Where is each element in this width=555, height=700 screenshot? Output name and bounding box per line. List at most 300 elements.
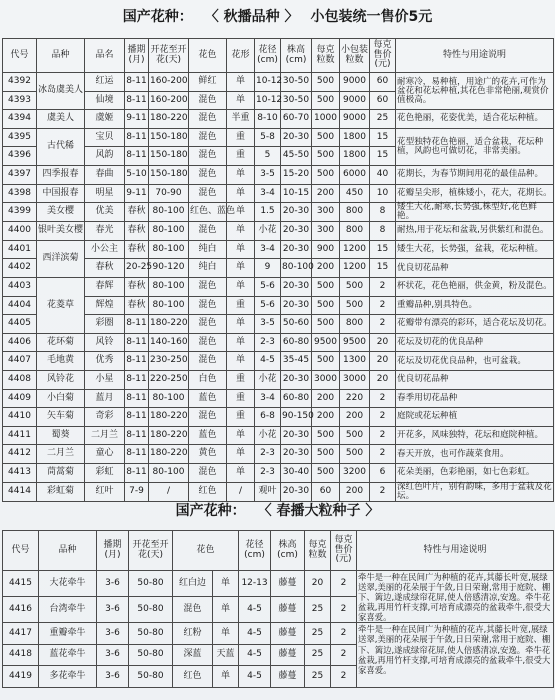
cell-code: 4407: [3, 352, 37, 371]
table-row: [3, 296, 554, 315]
autumn-section-title: [0, 6, 555, 26]
table-cell: 20-30: [281, 370, 312, 389]
cell-variety: 中国报春: [37, 184, 85, 203]
table-cell: 2: [370, 408, 396, 427]
cell-code: 4401: [3, 240, 37, 259]
table-cell: 180-220: [149, 110, 189, 129]
table-cell: 45-50: [281, 147, 312, 166]
table-cell: 20: [370, 370, 396, 389]
table-cell: 8-11: [125, 463, 149, 482]
cell-code: 4392: [3, 73, 37, 92]
cell-variety: 风铃花: [37, 370, 85, 389]
table-cell: 25: [305, 666, 331, 688]
table-cell: 20-30: [281, 222, 312, 241]
table-cell: 3-6: [97, 666, 129, 688]
table-cell: 7-9: [125, 482, 149, 501]
table-cell: 6000: [340, 165, 370, 184]
table-cell: 9000: [340, 110, 370, 129]
table-cell: /: [227, 482, 255, 501]
table-cell: 藤蔓: [271, 666, 305, 688]
cell-description: 春天开放，也可作蔬菜食用。: [396, 445, 554, 464]
column-header: 每克粒数: [312, 39, 340, 73]
table-row: [3, 445, 554, 464]
table-cell: 9-11: [125, 110, 149, 129]
cell-variety: 毛地黄: [37, 352, 85, 371]
autumn-seed-table: [2, 38, 554, 502]
cell-description: 花型独特花色艳丽，适合盆栽，花坛种植，风韵也可做切花，非常美丽。: [396, 128, 554, 165]
cell-variety: 彩虹菊: [37, 482, 85, 501]
table-cell: 25: [305, 623, 331, 645]
table-cell: 1800: [340, 147, 370, 166]
table-cell: 10-15: [281, 184, 312, 203]
table-cell: 2: [370, 277, 396, 296]
table-cell: 180-220: [149, 408, 189, 427]
table-row: [3, 571, 554, 597]
table-cell: 春光: [85, 222, 125, 241]
cell-description: 花坛及切花优良品种，也可盆栽。: [396, 352, 554, 371]
table-cell: 8-11: [125, 370, 149, 389]
cell-variety: 冰岛虞美人: [37, 73, 85, 110]
cell-description: 矮生大花,耐寒,长势强,株型好,花色鲜艳。: [396, 203, 554, 222]
table-row: [3, 73, 554, 92]
table-cell: 混色: [173, 597, 213, 623]
table-cell: 4416: [3, 597, 39, 623]
table-cell: 单: [227, 73, 255, 92]
table-row: [3, 333, 554, 352]
table-cell: 重: [227, 408, 255, 427]
table-cell: 2: [331, 623, 357, 645]
table-cell: 500: [340, 445, 370, 464]
column-header: 品种: [39, 531, 97, 571]
table-cell: 8-11: [125, 408, 149, 427]
table-row: [3, 315, 554, 334]
table-cell: 混色: [189, 352, 227, 371]
table-cell: 500: [340, 426, 370, 445]
table-row: [3, 482, 554, 501]
table-cell: 300: [312, 203, 340, 222]
cell-code: 4405: [3, 315, 37, 334]
table-cell: 红色、蓝色: [189, 203, 227, 222]
cell-variety: 四季报春: [37, 165, 85, 184]
table-cell: 5-6: [255, 277, 281, 296]
column-header: 花色: [189, 39, 227, 73]
table-cell: 3200: [340, 463, 370, 482]
column-header: 每克售价(元): [331, 531, 357, 571]
cell-description: 庭院或花坛种植: [396, 408, 554, 427]
table-row: [3, 352, 554, 371]
table-cell: 800: [340, 315, 370, 334]
table-cell: 优秀: [85, 352, 125, 371]
table-cell: 单: [227, 165, 255, 184]
table-cell: 800: [340, 203, 370, 222]
table-cell: 重: [227, 128, 255, 147]
cell-description: 花色艳丽，花姿优美，适合花坛种植。: [396, 110, 554, 129]
table-cell: 辉煌: [85, 296, 125, 315]
table-cell: 3-6: [97, 644, 129, 666]
table-cell: 混色: [189, 184, 227, 203]
table-cell: 春秋: [125, 277, 149, 296]
table-cell: 20: [305, 571, 331, 597]
table-cell: 20-25: [125, 259, 149, 278]
table-row: [3, 184, 554, 203]
table-cell: 500: [312, 352, 340, 371]
table-cell: 小花: [255, 426, 281, 445]
table-cell: 8: [370, 203, 396, 222]
table-cell: 8-11: [125, 73, 149, 92]
table-cell: 二月兰: [85, 426, 125, 445]
cell-variety: 蜀葵: [37, 426, 85, 445]
table-cell: 2: [331, 644, 357, 666]
table-cell: 180-220: [149, 426, 189, 445]
cell-code: 4400: [3, 222, 37, 241]
table-cell: 混色: [189, 110, 227, 129]
column-header: 代号: [3, 39, 37, 73]
table-row: [3, 408, 554, 427]
cell-description: 重瓣品种,别具特色。: [396, 296, 554, 315]
table-cell: 混色: [189, 128, 227, 147]
table-cell: 25: [305, 644, 331, 666]
table-cell: 4417: [3, 623, 39, 645]
spring-section-title: [0, 500, 555, 520]
table-cell: 春秋: [85, 259, 125, 278]
cell-code: 4395: [3, 128, 37, 147]
table-cell: 30-40: [281, 463, 312, 482]
table-cell: 8-11: [125, 389, 149, 408]
table-cell: 200: [312, 184, 340, 203]
table-cell: 80-100: [149, 277, 189, 296]
table-cell: 观叶: [255, 482, 281, 501]
table-cell: 仙境: [85, 91, 125, 110]
table-row: [3, 370, 554, 389]
table-cell: 大花牵牛: [39, 571, 97, 597]
table-cell: 50-80: [129, 597, 173, 623]
table-cell: 2: [370, 482, 396, 501]
table-cell: 500: [312, 91, 340, 110]
table-cell: 重: [227, 147, 255, 166]
table-cell: 15: [370, 240, 396, 259]
table-cell: 单: [227, 463, 255, 482]
table-cell: 6: [370, 463, 396, 482]
title-season: 〈 春播大粒种子 〉: [257, 503, 380, 519]
table-cell: 5: [255, 147, 281, 166]
cell-variety: 美女樱: [37, 203, 85, 222]
cell-variety: 西洋滨菊: [37, 240, 85, 277]
table-cell: 20: [370, 333, 396, 352]
table-cell: 单: [227, 352, 255, 371]
table-cell: 60: [312, 482, 340, 501]
table-cell: 春秋: [125, 203, 149, 222]
cell-variety: 矢车菊: [37, 408, 85, 427]
table-cell: 500: [312, 426, 340, 445]
table-cell: 单: [227, 277, 255, 296]
table-cell: 2: [370, 426, 396, 445]
table-cell: 风韵: [85, 147, 125, 166]
table-row: [3, 222, 554, 241]
table-cell: 单: [213, 571, 239, 597]
table-cell: 5-10: [125, 165, 149, 184]
table-cell: 8-10: [255, 110, 281, 129]
table-cell: 25: [305, 597, 331, 623]
table-cell: 春辉: [85, 277, 125, 296]
table-cell: 150-180: [149, 128, 189, 147]
table-header-row: [3, 531, 554, 571]
table-cell: 2-3: [255, 333, 281, 352]
table-row: [3, 389, 554, 408]
table-cell: 20-30: [281, 277, 312, 296]
table-row: [3, 277, 554, 296]
cell-description: 花期长，为春节期间用花的最佳品种。: [396, 165, 554, 184]
column-header: 品名: [85, 39, 125, 73]
table-cell: 900: [312, 240, 340, 259]
table-cell: 优美: [85, 203, 125, 222]
table-cell: 单: [227, 426, 255, 445]
table-cell: 纯白: [189, 240, 227, 259]
table-cell: 2: [331, 597, 357, 623]
cell-code: 4402: [3, 259, 37, 278]
table-row: [3, 203, 554, 222]
table-cell: 500: [312, 73, 340, 92]
table-cell: 多花牵牛: [39, 666, 97, 688]
table-row: [3, 623, 554, 645]
table-row: [3, 110, 554, 129]
table-cell: 70-90: [149, 184, 189, 203]
cell-code: 4399: [3, 203, 37, 222]
table-cell: 2: [370, 296, 396, 315]
table-cell: 混色: [189, 277, 227, 296]
table-cell: 500: [312, 463, 340, 482]
table-cell: 80-100: [281, 259, 312, 278]
table-cell: 8-11: [125, 333, 149, 352]
table-cell: 220-250: [149, 370, 189, 389]
table-cell: 2-3: [255, 445, 281, 464]
table-cell: 2-3: [255, 463, 281, 482]
cell-description: 杯状花，花色艳丽，供金黄，粉及混色。: [396, 277, 554, 296]
cell-variety: 虞美人: [37, 110, 85, 129]
table-cell: 单: [227, 222, 255, 241]
table-cell: 天蓝: [213, 644, 239, 666]
title-prefix: 国产花种：: [122, 9, 193, 25]
table-row: [3, 240, 554, 259]
table-cell: 60-80: [281, 389, 312, 408]
table-cell: 500: [340, 296, 370, 315]
cell-description: 开花多，风味独特，花坛和庭院种植。: [396, 426, 554, 445]
table-cell: 3-5: [255, 315, 281, 334]
table-cell: 50-60: [281, 315, 312, 334]
table-cell: 20-30: [281, 445, 312, 464]
table-cell: 3-4: [255, 389, 281, 408]
column-header: 特性与用途说明: [396, 39, 554, 73]
table-cell: 2: [370, 389, 396, 408]
table-cell: 小花: [255, 370, 281, 389]
table-cell: 9000: [340, 91, 370, 110]
cell-variety: 小白菊: [37, 389, 85, 408]
table-cell: 小公主: [85, 240, 125, 259]
table-cell: 80-100: [149, 222, 189, 241]
table-cell: 15: [370, 147, 396, 166]
table-cell: 混色: [189, 222, 227, 241]
table-cell: 单: [227, 445, 255, 464]
table-cell: 藤蔓: [271, 571, 305, 597]
table-cell: 3000: [340, 370, 370, 389]
table-cell: 4418: [3, 644, 39, 666]
table-cell: 15: [370, 128, 396, 147]
cell-code: 4403: [3, 277, 37, 296]
table-cell: 混色: [189, 296, 227, 315]
cell-code: 4397: [3, 165, 37, 184]
table-cell: 300: [312, 222, 340, 241]
table-cell: 藤蔓: [271, 597, 305, 623]
table-cell: 60: [370, 91, 396, 110]
title-season: 〈 秋播品种 〉: [204, 9, 299, 25]
cell-description: 花瓣带有漂亮的彩环，适合花坛及切花。: [396, 315, 554, 334]
cell-description: 矮生大花，长势强，盆栽，花坛种植。: [396, 240, 554, 259]
table-cell: 奇彩: [85, 408, 125, 427]
table-cell: 蓝色: [189, 389, 227, 408]
table-cell: 彩虹: [85, 463, 125, 482]
column-header: 花形: [227, 39, 255, 73]
table-cell: 1.5: [255, 203, 281, 222]
cell-variety: 银叶美女樱: [37, 222, 85, 241]
column-header: 特性与用途说明: [357, 531, 554, 571]
table-cell: 风铃: [85, 333, 125, 352]
table-cell: 重: [227, 296, 255, 315]
table-cell: 混色: [189, 333, 227, 352]
table-cell: 5-8: [255, 128, 281, 147]
cell-variety: 古代稀: [37, 128, 85, 165]
cell-description: 优良切花品种: [396, 259, 554, 278]
table-cell: 60-80: [281, 333, 312, 352]
table-cell: 1200: [340, 240, 370, 259]
table-cell: 1000: [312, 110, 340, 129]
table-cell: 春秋: [125, 240, 149, 259]
table-cell: 4-5: [239, 597, 271, 623]
table-cell: 3-6: [97, 623, 129, 645]
table-cell: 单: [227, 184, 255, 203]
table-cell: 80-100: [149, 203, 189, 222]
table-cell: 140-160: [149, 333, 189, 352]
cell-variety: 二月兰: [37, 445, 85, 464]
cell-description: 牵牛是一种在民间广为种植的花卉,其藤长叶宽,展绿送翠,美丽的花朵展于午敛,日日荣谢,常用于庭院、棚下、篱边,遂成绿帘花屏,使人倍感清凉,安逸。牵牛花盆栽,再用竹杆支撑,可培育成漂亮的盆栽牵牛,很受大家喜爱。: [357, 571, 554, 623]
column-header: 开花至开花(天): [129, 531, 173, 571]
cell-code: 4409: [3, 389, 37, 408]
table-cell: 红运: [85, 73, 125, 92]
table-cell: 10-12: [255, 91, 281, 110]
table-cell: 150-180: [149, 147, 189, 166]
table-cell: 200: [312, 408, 340, 427]
cell-variety: 花环菊: [37, 333, 85, 352]
table-cell: 3-4: [255, 184, 281, 203]
cell-code: 4406: [3, 333, 37, 352]
table-cell: 6-8: [255, 408, 281, 427]
table-cell: 单: [227, 315, 255, 334]
table-cell: 混色: [189, 463, 227, 482]
table-cell: 20-30: [281, 203, 312, 222]
column-header: 播期(月): [125, 39, 149, 73]
cell-description: 耐寒冷，易种植，用途广的花卉,可作为盆花和花坛种植,其花色非常艳丽,观赏价值极高。: [396, 73, 554, 110]
table-cell: 80-100: [149, 463, 189, 482]
table-cell: 4-5: [255, 352, 281, 371]
cell-description: 耐热,用于花坛和盆栽,另供紫红和混色。: [396, 222, 554, 241]
table-cell: 12-13: [239, 571, 271, 597]
column-header: 株高(cm): [271, 531, 305, 571]
table-cell: 蓝色: [189, 426, 227, 445]
table-cell: 500: [340, 277, 370, 296]
table-cell: 25: [370, 110, 396, 129]
table-cell: 60: [370, 73, 396, 92]
table-cell: 90-150: [281, 408, 312, 427]
table-cell: 重瓣牵牛: [39, 623, 97, 645]
table-cell: 60-70: [281, 110, 312, 129]
table-cell: 3000: [312, 370, 340, 389]
cell-code: 4398: [3, 184, 37, 203]
table-cell: 单: [227, 333, 255, 352]
table-cell: 20-30: [281, 128, 312, 147]
title-prefix: 国产花种：: [175, 503, 246, 519]
table-cell: 20-30: [281, 296, 312, 315]
table-row: [3, 165, 554, 184]
table-cell: 黄色: [189, 445, 227, 464]
table-cell: 重: [227, 389, 255, 408]
table-cell: 深蓝: [173, 644, 213, 666]
table-cell: 2: [331, 666, 357, 688]
table-cell: /: [149, 482, 189, 501]
table-cell: 春秋: [125, 222, 149, 241]
table-cell: 15-20: [281, 165, 312, 184]
table-cell: 单: [213, 597, 239, 623]
table-cell: 9-11: [125, 184, 149, 203]
cell-variety: 茼蒿菊: [37, 463, 85, 482]
table-cell: 混色: [189, 91, 227, 110]
table-cell: 8-11: [125, 445, 149, 464]
table-cell: 红白边: [173, 571, 213, 597]
column-header: 花色: [173, 531, 239, 571]
table-cell: 4419: [3, 666, 39, 688]
table-cell: 200: [312, 259, 340, 278]
cell-code: 4410: [3, 408, 37, 427]
table-cell: 500: [312, 315, 340, 334]
table-row: [3, 128, 554, 147]
table-cell: 8: [370, 222, 396, 241]
table-cell: 鲜红: [189, 73, 227, 92]
table-cell: 8-11: [125, 315, 149, 334]
table-cell: 10: [370, 184, 396, 203]
cell-variety: 花菱草: [37, 277, 85, 333]
table-cell: 小星: [85, 370, 125, 389]
table-cell: 童心: [85, 445, 125, 464]
spring-seed-table: [2, 530, 554, 688]
cell-description: 花瓣呈尖形，植株矮小，花大，花期长。: [396, 184, 554, 203]
table-cell: 彩圈: [85, 315, 125, 334]
cell-code: 4411: [3, 426, 37, 445]
table-cell: 红粉: [173, 623, 213, 645]
table-cell: 450: [340, 184, 370, 203]
cell-code: 4394: [3, 110, 37, 129]
title-price-note: 小包装统一售价5元: [310, 9, 433, 25]
cell-code: 4414: [3, 482, 37, 501]
column-header: 花径(cm): [255, 39, 281, 73]
cell-description: 深红色叶片，别有韵味，多用于盆栽及花坛。: [397, 481, 552, 501]
table-cell: 35-45: [281, 352, 312, 371]
cell-code: 4408: [3, 370, 37, 389]
table-cell: 150-180: [149, 165, 189, 184]
table-cell: 50-80: [129, 571, 173, 597]
table-cell: 20-30: [281, 240, 312, 259]
cell-description: 春季用切花品种: [396, 389, 554, 408]
table-cell: 40: [370, 165, 396, 184]
table-cell: 8-11: [125, 147, 149, 166]
table-cell: 春秋: [125, 296, 149, 315]
table-cell: 500: [312, 277, 340, 296]
